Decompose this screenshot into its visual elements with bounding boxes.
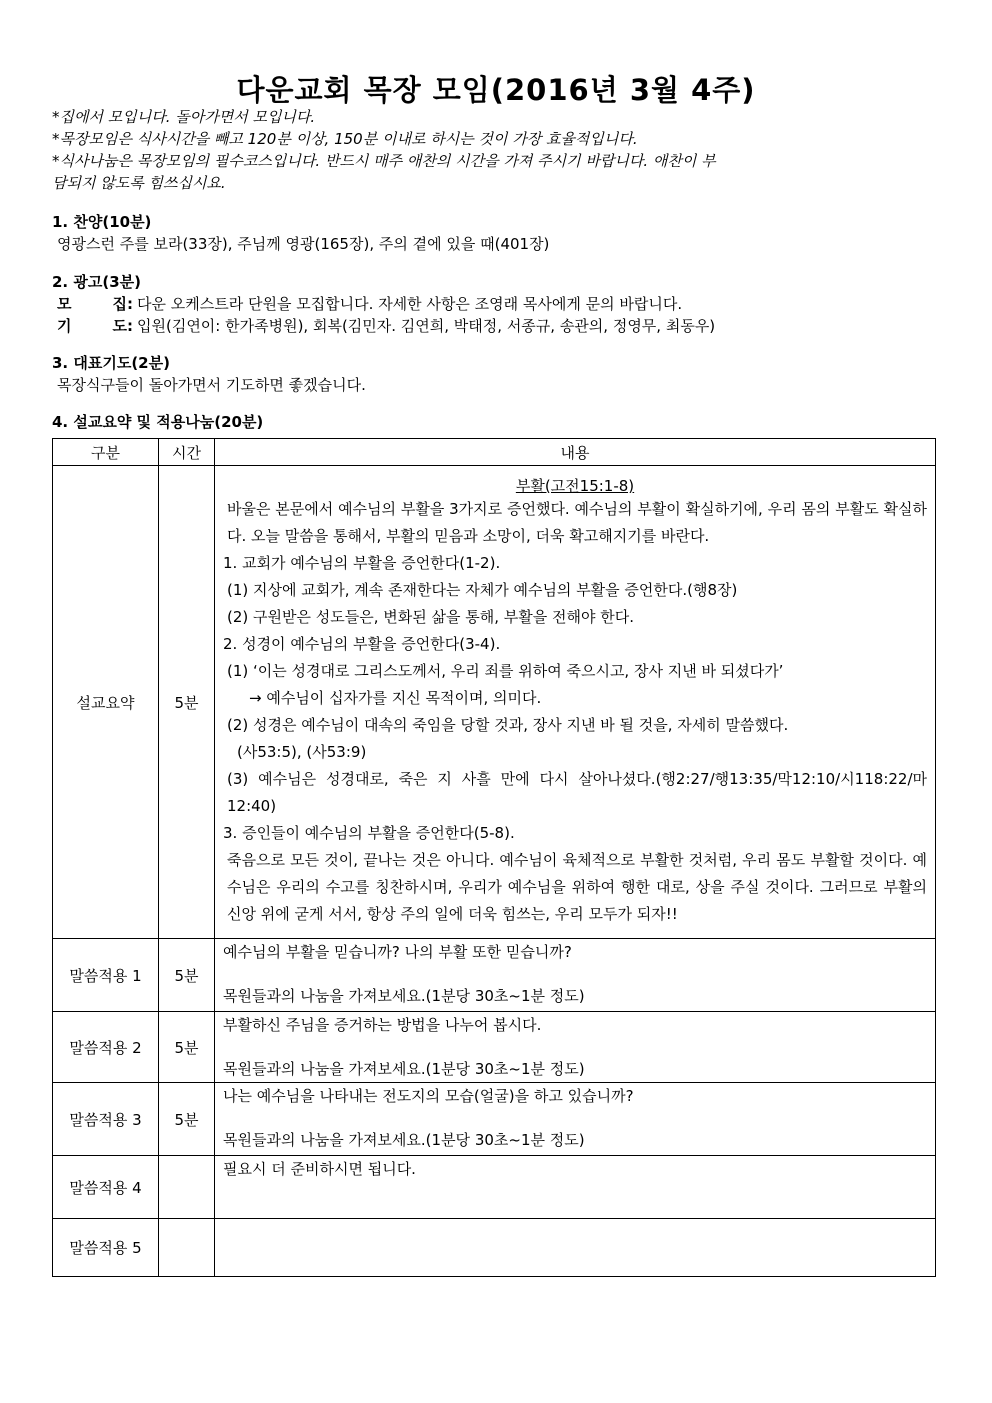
table-row [53,1156,936,1219]
notes [52,106,944,194]
row-label: 말씀적용 2 [53,1012,159,1083]
row-label: 말씀적용 3 [53,1083,159,1156]
application-cell [215,1156,936,1219]
header-category: 구분 [53,439,159,466]
sermon-line: 2. 성경이 예수님의 부활을 증언한다(3-4). [223,635,501,653]
section-heading: 1. 찬양(10분) [52,213,152,231]
table-row [53,1219,936,1277]
note-line: *식사나눔은 목장모임의 필수코스입니다. 반드시 매주 애찬의 시간을 가져 주시기 바랍니다. 애찬이 부 [52,152,716,170]
row-time [159,1156,215,1219]
application-note: 목원들과의 나눔을 가져보세요.(1분당 30초~1분 정도) [223,987,585,1005]
announcement-key: 모 [57,295,72,313]
table-row [53,1083,936,1156]
row-label: 말씀적용 4 [53,1156,159,1219]
header-time: 시간 [159,439,215,466]
announcement-key: 기 [57,317,72,335]
sermon-line: (2) 성경은 예수님이 대속의 죽임을 당할 것과, 장사 지낸 바 될 것을, 자세히 말씀했다. [227,716,789,734]
sermon-line: → 예수님이 십자가를 지신 목적이며, 의미다. [249,689,542,707]
row-label: 말씀적용 1 [53,939,159,1012]
announcement-key: 도: [112,317,133,335]
sermon-line: (2) 구원받은 성도들은, 변화된 삶을 통해, 부활을 전해야 한다. [227,608,634,626]
application-question: 나는 예수님을 나타내는 전도지의 모습(얼굴)을 하고 있습니까? [223,1087,634,1105]
application-note: 목원들과의 나눔을 가져보세요.(1분당 30초~1분 정도) [223,1060,585,1078]
application-cell [215,1012,936,1083]
section-body: 목장식구들이 돌아가면서 기도하면 좋겠습니다. [57,376,366,394]
row-time: 5분 [159,1012,215,1083]
sermon-table [52,438,936,1277]
sermon-line: 죽음으로 모든 것이, 끝나는 것은 아니다. 예수님이 육체적으로 부활한 것처럼, 우리 몸도 부활할 것이다. 예수님은 우리의 수고를 칭찬하시며, 우리가 예수님을 위하여 행한 대로, 상을 주실 것이다. 그러므로 부활의 신앙 위에 굳게 서서, 항상 주의 일에 더욱 힘쓰는, 우리 모두가 되자!! [227,851,927,923]
row-time [159,1219,215,1277]
section-praise [52,211,944,255]
sermon-line: 3. 증인들이 예수님의 부활을 증언한다(5-8). [223,824,515,842]
table-row [53,1012,936,1083]
note-line: 담되지 않도록 힘쓰십시요. [52,174,226,192]
sermon-title: 부활(고전15:1-8) [515,477,635,495]
application-question: 필요시 더 준비하시면 됩니다. [223,1160,416,1178]
section-heading: 4. 설교요약 및 적용나눔(20분) [52,413,264,431]
section-heading: 3. 대표기도(2분) [52,354,170,372]
table-row [53,466,936,939]
application-cell [215,1219,936,1277]
page-title: 다운교회 목장 모임(2016년 3월 4주) [236,73,756,107]
note-line: *집에서 모입니다. 돌아가면서 모입니다. [52,108,316,126]
table-row [53,939,936,1012]
table-header-row [53,439,936,466]
announcement-text: 입원(김연이: 한가족병원), 회복(김민자. 김연희, 박태정, 서종규, 송관의, 정영무, 최동우) [137,317,716,335]
sermon-line: (1) ‘이는 성경대로 그리스도께서, 우리 죄를 위하여 죽으시고, 장사 지낸 바 되셨다가’ [227,662,784,680]
row-label: 설교요약 [53,466,159,939]
section-prayer [52,352,944,396]
announcement-key: 집: [112,295,133,313]
section-heading: 2. 광고(3분) [52,273,141,291]
application-note: 목원들과의 나눔을 가져보세요.(1분당 30초~1분 정도) [223,1131,585,1149]
row-time: 5분 [159,466,215,939]
sermon-summary [215,466,936,939]
row-time: 5분 [159,1083,215,1156]
application-cell [215,939,936,1012]
announcement-row [52,293,944,315]
announcement-row [52,315,944,337]
section-body: 영광스런 주를 보라(33장), 주님께 영광(165장), 주의 곁에 있을 때(401장) [57,235,550,253]
row-time: 5분 [159,939,215,1012]
header-content: 내용 [215,439,936,466]
sermon-line: (3) 예수님은 성경대로, 죽은 지 사흘 만에 다시 살아나셨다.(행2:27/행13:35/막12:10/시118:22/마12:40) [227,770,927,815]
sermon-line: 바울은 본문에서 예수님의 부활을 3가지로 증언했다. 예수님의 부활이 확실하기에, 우리 몸의 부활도 확실하다. 오늘 말씀을 통해서, 부활의 믿음과 소망이, 더욱 확고해지기를 바란다. [227,500,927,545]
sermon-line: (사53:5), (사53:9) [237,743,367,761]
note-line: *목장모임은 식사시간을 빼고 120분 이상, 150분 이내로 하시는 것이 가장 효율적입니다. [52,130,638,148]
section-announcements [52,271,944,337]
application-question: 부활하신 주님을 증거하는 방법을 나누어 봅시다. [223,1016,542,1034]
section-sermon-heading [52,411,944,433]
sermon-line: (1) 지상에 교회가, 계속 존재한다는 자체가 예수님의 부활을 증언한다.(행8장) [227,581,738,599]
sermon-line: 1. 교회가 예수님의 부활을 증언한다(1-2). [223,554,501,572]
row-label: 말씀적용 5 [53,1219,159,1277]
application-question: 예수님의 부활을 믿습니까? 나의 부활 또한 믿습니까? [223,943,572,961]
announcement-text: 다운 오케스트라 단원을 모집합니다. 자세한 사항은 조영래 목사에게 문의 바랍니다. [137,295,683,313]
application-cell [215,1083,936,1156]
